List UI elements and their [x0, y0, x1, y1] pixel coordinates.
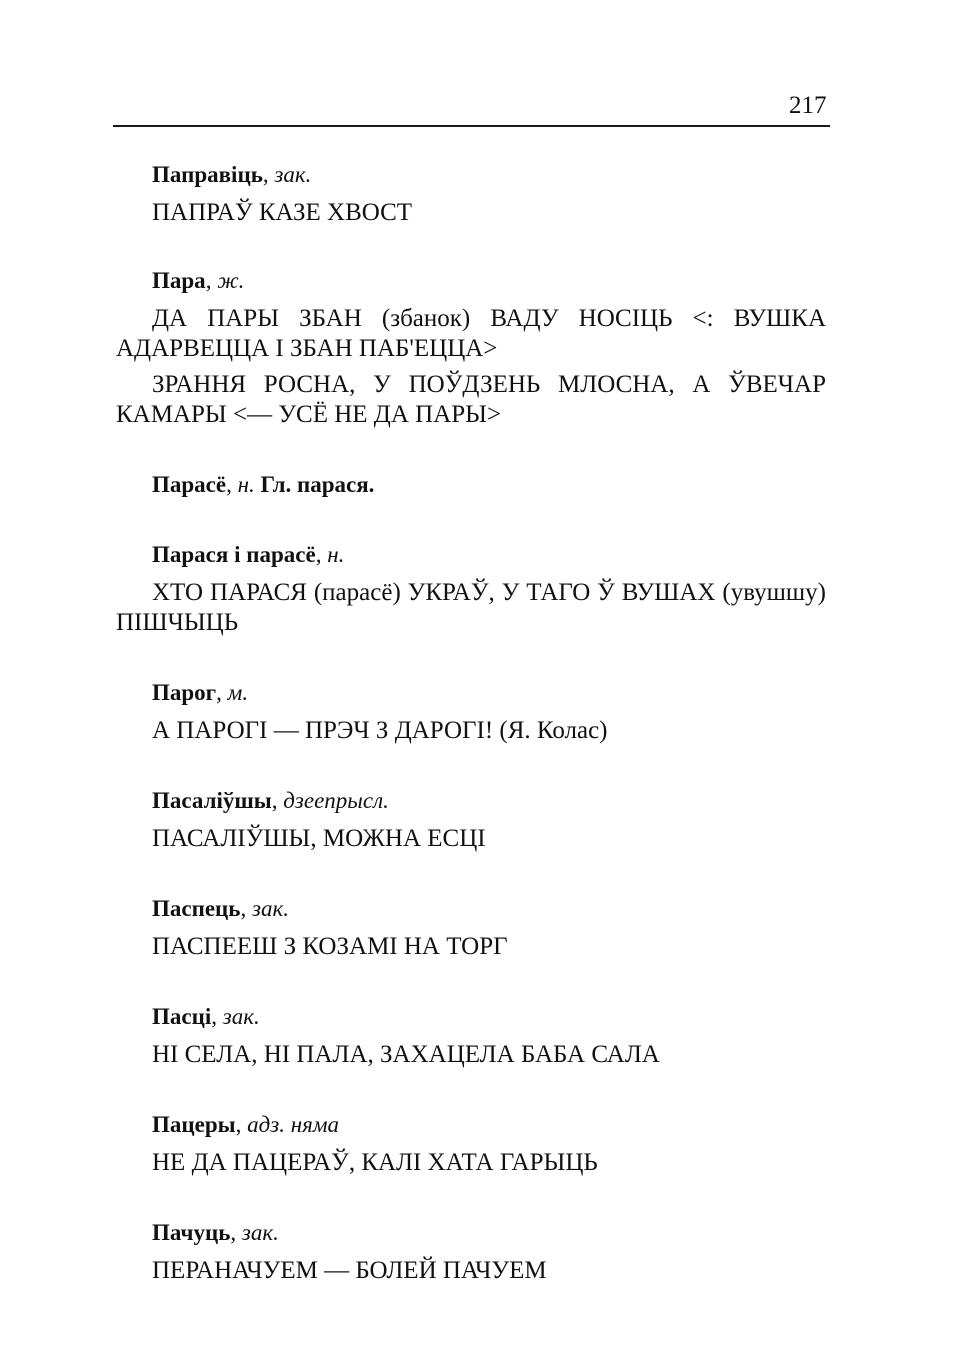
entry-headword-line: Паправіць, зак.	[152, 162, 312, 187]
entry	[116, 160, 826, 228]
entry	[116, 266, 826, 430]
headword: Пацеры	[152, 1112, 236, 1137]
grammar-label: дзеепрысл.	[283, 788, 389, 813]
proverb: ПАПРАЎ КАЗЕ ХВОСТ	[152, 199, 413, 226]
entry	[116, 786, 826, 854]
entry-headword-line: Пачуць, зак.	[152, 1220, 279, 1245]
headword: Пара	[152, 268, 206, 293]
headword: Пачуць	[152, 1220, 231, 1245]
entry-headword-line: Парасё, н. Гл. парася.	[152, 472, 375, 497]
grammar-label: н.	[327, 542, 345, 567]
entry-headword-line: Пара, ж.	[152, 268, 245, 293]
dictionary-entries	[116, 160, 826, 1292]
header-rule	[113, 125, 830, 127]
entry	[116, 1110, 826, 1178]
entry-headword-line: Пасаліўшы, дзеепрысл.	[152, 788, 389, 813]
entry-headword-line: Пасці, зак.	[152, 1004, 260, 1029]
headword: Паправіць	[152, 162, 263, 187]
headword: Паспець	[152, 896, 241, 921]
proverb: А ПАРОГІ — ПРЭЧ З ДАРОГІ! (Я. Колас)	[152, 717, 608, 744]
entry	[116, 678, 826, 746]
grammar-label: адз. няма	[247, 1112, 339, 1137]
proverb: ПАСПЕЕШ З КОЗАМІ НА ТОРГ	[152, 933, 508, 960]
headword: Парася і парасё	[152, 542, 316, 567]
entry-headword-line: Парог, м.	[152, 680, 249, 705]
grammar-label: зак.	[251, 896, 289, 921]
grammar-label: зак.	[274, 162, 312, 187]
grammar-label: зак.	[241, 1220, 279, 1245]
entry	[116, 540, 826, 638]
proverb: ПЕРАНАЧУЕМ — БОЛЕЙ ПАЧУЕМ	[152, 1257, 547, 1284]
entry-headword-line: Парася і парасё, н.	[152, 542, 345, 567]
proverb: НЕ ДА ПАЦЕРАЎ, КАЛІ ХАТА ГАРЫЦЬ	[152, 1149, 598, 1176]
proverb: ПАСАЛІЎШЫ, МОЖНА ЕСЦІ	[152, 825, 486, 852]
entry	[116, 1002, 826, 1070]
headword: Пасці	[152, 1004, 212, 1029]
proverb: ХТО ПАРАСЯ (парасё) УКРАЎ, У ТАГО Ў ВУШАХ (увушшу) ПІШЧЫЦЬ	[116, 579, 826, 636]
entry	[116, 894, 826, 962]
page-number: 217	[789, 92, 827, 119]
proverb: ЗРАННЯ РОСНА, У ПОЎДЗЕНЬ МЛОСНА, А ЎВЕЧАР КАМАРЫ <— УСЁ НЕ ДА ПАРЫ>	[116, 371, 826, 428]
entry	[116, 470, 826, 500]
grammar-label: н.	[237, 472, 255, 497]
grammar-label: зак.	[222, 1004, 260, 1029]
proverb: ДА ПАРЫ ЗБАН (збанок) ВАДУ НОСІЦЬ <: ВУШКА АДАРВЕЦЦА І ЗБАН ПАБ'ЕЦЦА>	[116, 305, 826, 362]
headword: Парасё	[152, 472, 227, 497]
entry-headword-line: Пацеры, адз. няма	[152, 1112, 339, 1137]
grammar-label: ж.	[217, 268, 245, 293]
headword: Пасаліўшы	[152, 788, 272, 813]
entry-headword-line: Паспець, зак.	[152, 896, 289, 921]
entry	[116, 1218, 826, 1286]
cross-reference: Гл. парася.	[260, 472, 375, 497]
headword: Парог	[152, 680, 217, 705]
grammar-label: м.	[227, 680, 249, 705]
proverb: НІ СЕЛА, НІ ПАЛА, ЗАХАЦЕЛА БАБА САЛА	[152, 1041, 660, 1068]
